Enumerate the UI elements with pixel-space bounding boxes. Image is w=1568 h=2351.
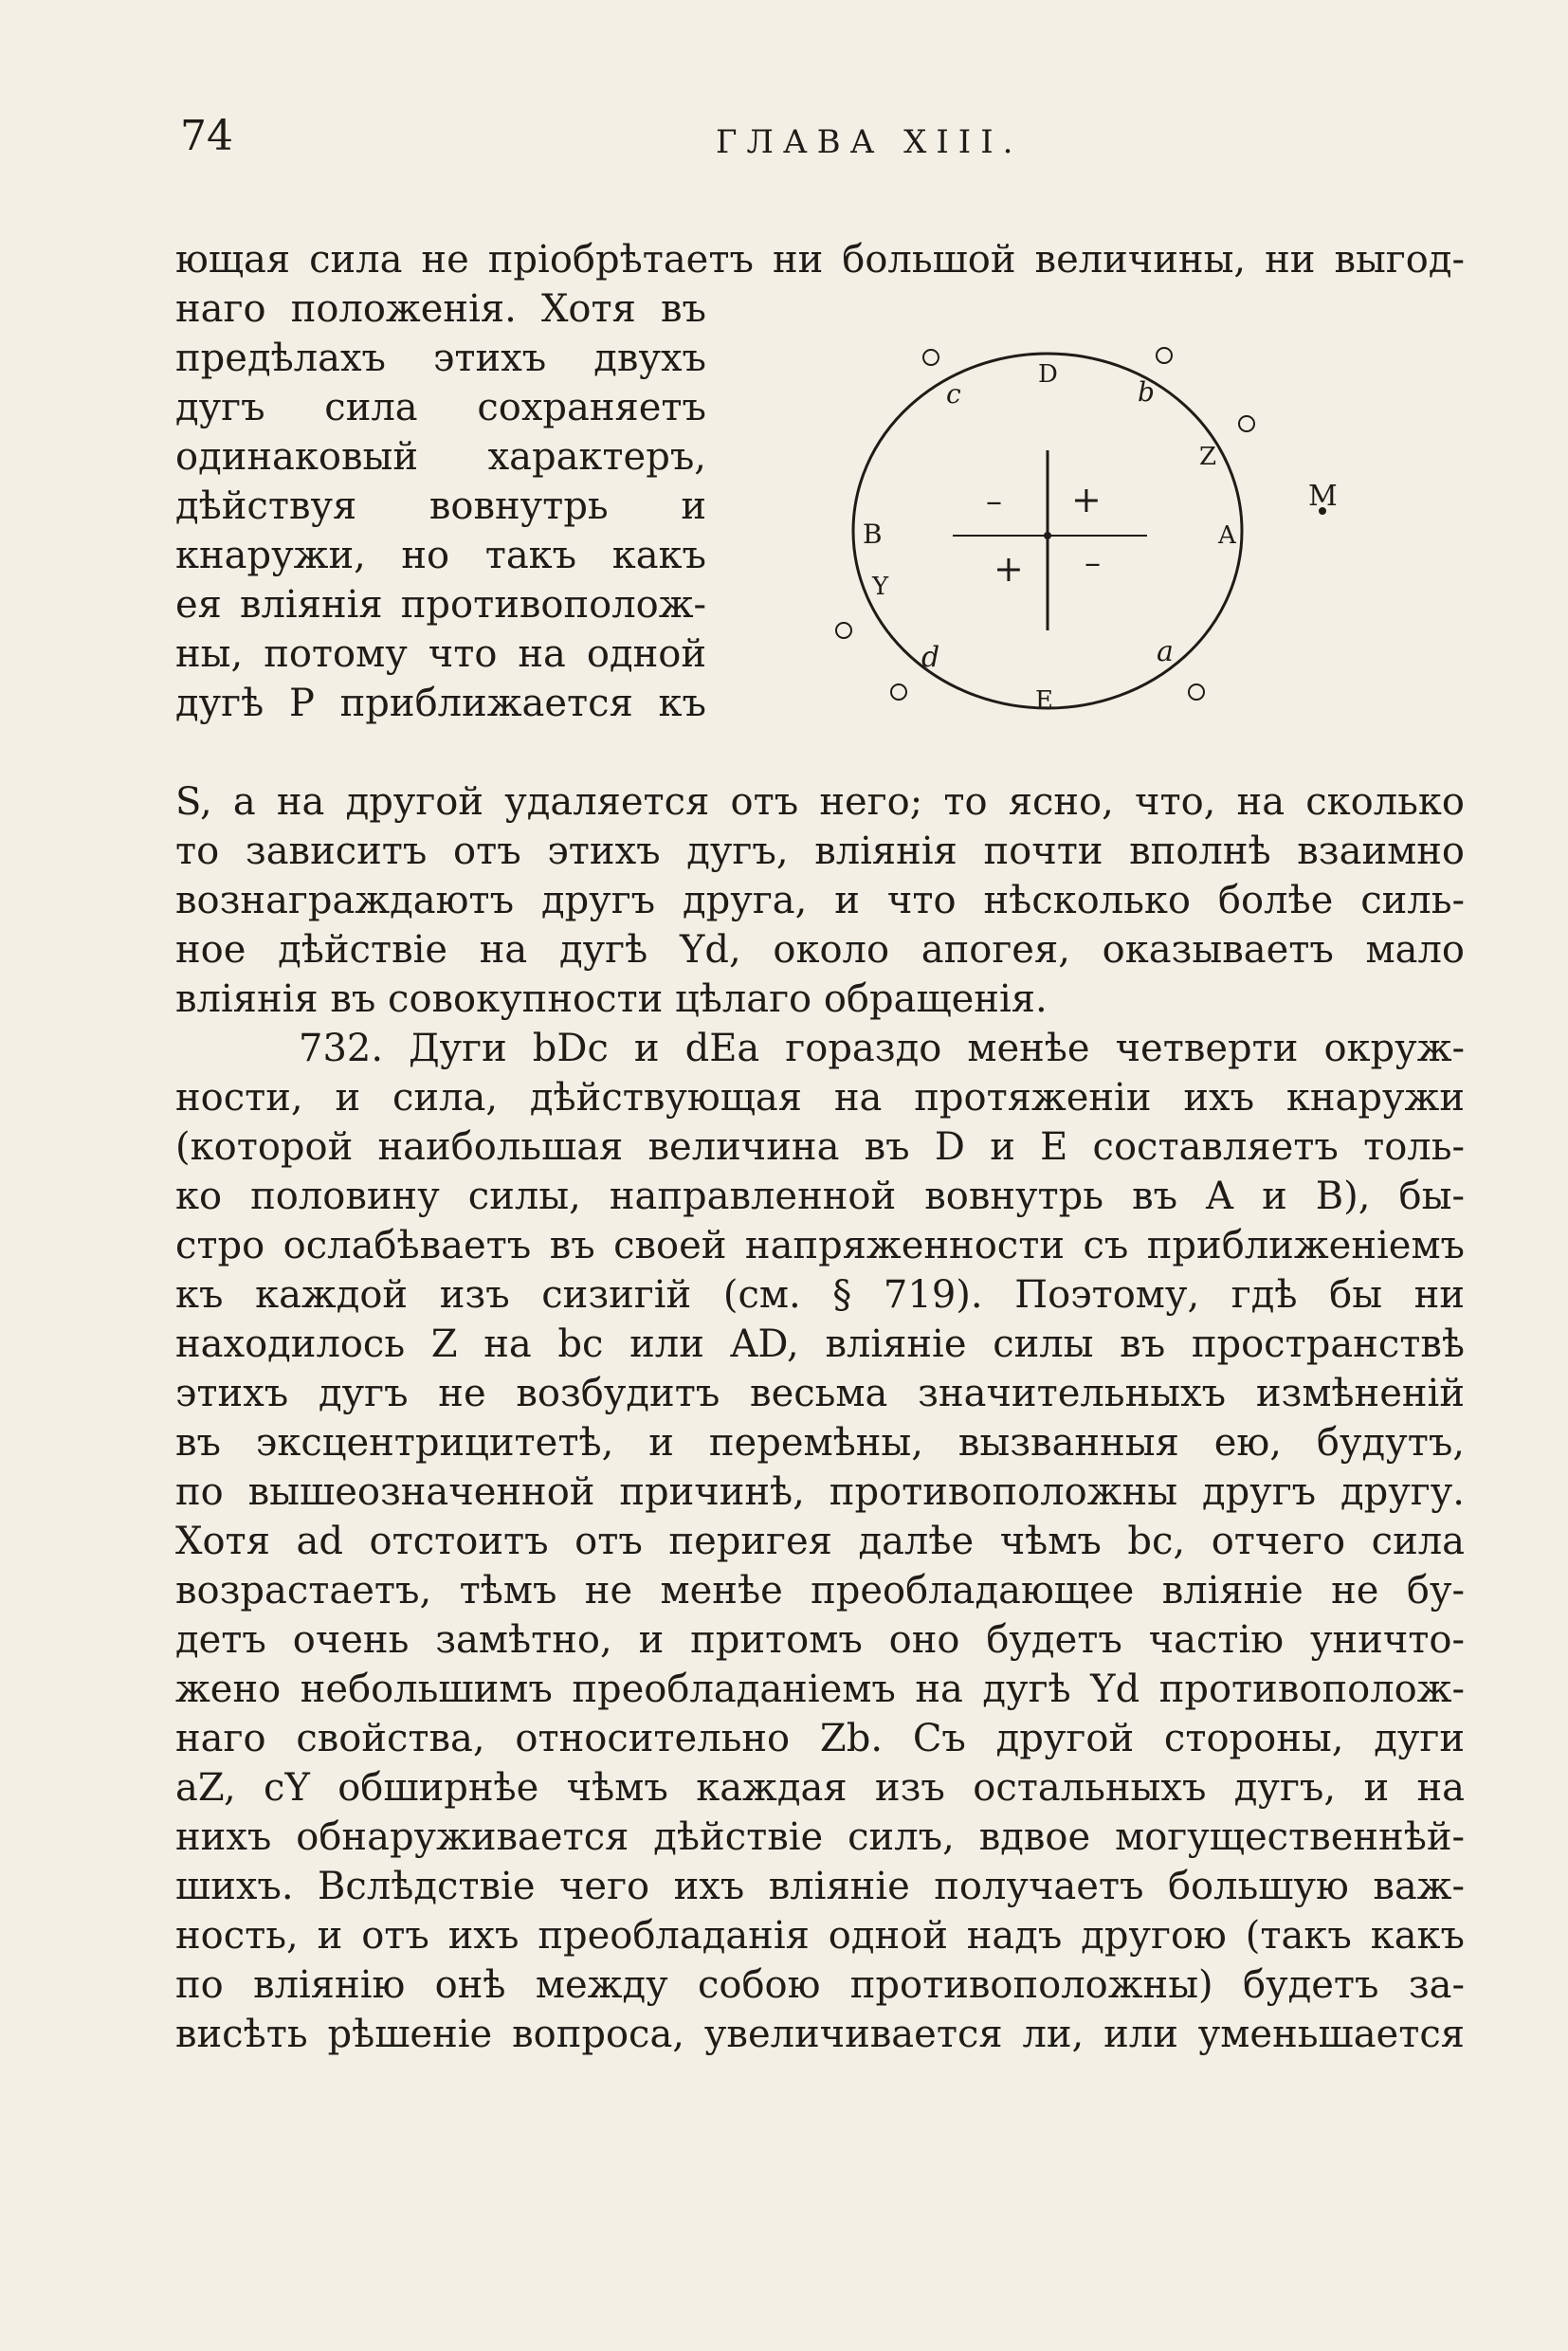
sign-minus-lower-right: – — [1085, 544, 1101, 582]
label-b: b — [1138, 376, 1155, 408]
label-Y: Y — [872, 573, 889, 601]
text-line: ны, потому что на одной — [175, 632, 706, 676]
text-line: ея вліянія противополож- — [175, 583, 706, 627]
text-line: находилось Z на bc или AD, вліяніе силы въ пространствѣ — [175, 1322, 1465, 1366]
label-A: A — [1218, 521, 1236, 550]
center-point — [1044, 532, 1051, 539]
text-line: (которой наибольшая величина въ D и E составляетъ толь- — [175, 1125, 1465, 1169]
sign-plus-lower-left: + — [994, 548, 1024, 590]
text-line: дугъ сила сохраняетъ — [175, 386, 706, 429]
text-line: ность, и отъ ихъ преобладанія одной надъ другою (такъ какъ — [175, 1914, 1465, 1958]
text-line: ное дѣйствіе на дугѣ Yd, около апогея, оказываетъ мало — [175, 928, 1465, 972]
text-line: шихъ. Вслѣдствіе чего ихъ вліяніе получаетъ большую важ- — [175, 1865, 1465, 1908]
text-line: дѣйствуя вовнутрь и — [175, 484, 706, 528]
text-line: къ каждой изъ сизигій (см. § 719). Поэтому, гдѣ бы ни — [175, 1273, 1465, 1317]
label-M: M — [1308, 480, 1338, 513]
text-line: вліянія въ совокупности цѣлаго обращенія. — [175, 977, 1048, 1021]
text-line: детъ очень замѣтно, и притомъ оно будетъ частію уничто- — [175, 1618, 1465, 1662]
label-B: B — [863, 519, 883, 550]
text-line: по вліянію онѣ между собою противоположны) будетъ за- — [175, 1963, 1465, 2007]
text-line: ющая сила не пріобрѣтаетъ ни большой величины, ни выгод- — [175, 238, 1465, 282]
text-line: то зависитъ отъ этихъ дугъ, вліянія почти вполнѣ взаимно — [175, 829, 1465, 873]
text-line: висѣть рѣшеніе вопроса, увеличивается ли, или уменьшается — [175, 2013, 1465, 2056]
marker-z — [1239, 416, 1254, 431]
text-line: одинаковый характеръ, — [175, 435, 706, 479]
text-line: наго свойства, относительно Zb. Съ другой стороны, дуги — [175, 1717, 1465, 1760]
page-header — [180, 112, 1469, 169]
label-d: d — [921, 641, 940, 674]
text-line: возрастаетъ, тѣмъ не менѣе преобладающее вліяніе не бу- — [175, 1569, 1465, 1613]
marker-d — [891, 684, 906, 700]
text-line: дугѣ P приближается къ — [175, 682, 706, 725]
page-number: 74 — [180, 112, 233, 160]
running-head: ГЛАВА XIII. — [716, 123, 1023, 161]
text-line: ности, и сила, дѣйствующая на протяженіи ихъ кнаружи — [175, 1076, 1465, 1120]
text-line: Хотя ad отстоитъ отъ перигея далѣе чѣмъ bc, отчего сила — [175, 1520, 1465, 1563]
text-line: нихъ обнаруживается дѣйствіе силъ, вдвое могущественнѣй- — [175, 1815, 1465, 1859]
label-D: D — [1038, 360, 1058, 389]
sign-plus-upper-right: + — [1071, 479, 1102, 520]
label-E: E — [1035, 686, 1053, 715]
text-line: въ эксцентрицитетѣ, и перемѣны, вызванныя ею, будутъ, — [175, 1421, 1465, 1465]
main-text — [175, 777, 1465, 2059]
label-c: c — [946, 378, 961, 410]
text-line: наго положенія. Хотя въ — [175, 287, 706, 331]
marker-y — [836, 623, 851, 638]
marker-b — [1157, 348, 1172, 363]
marker-a — [1189, 684, 1204, 700]
narrow-paragraph — [175, 284, 706, 728]
top-paragraph-line — [175, 235, 1465, 284]
text-line: ко половину силы, направленной вовнутрь въ A и B), бы- — [175, 1175, 1465, 1218]
sign-minus-upper-left: – — [986, 483, 1002, 520]
text-line: по вышеозначенной причинѣ, противоположны другъ другу. — [175, 1470, 1465, 1514]
text-line: жено небольшимъ преобладаніемъ на дугѣ Yd противополож- — [175, 1668, 1465, 1711]
marker-c — [923, 350, 939, 365]
label-a: a — [1157, 635, 1174, 668]
text-line: S, а на другой удаляется отъ него; то ясно, что, на сколько — [175, 780, 1465, 824]
text-line: кнаружи, но такъ какъ — [175, 534, 706, 577]
text-line: aZ, cY обширнѣе чѣмъ каждая изъ остальныхъ дугъ, и на — [175, 1766, 1465, 1810]
text-line: стро ослабѣваетъ въ своей напряженности съ приближеніемъ — [175, 1224, 1465, 1267]
section-732-start: 732. Дуги bDc и dEa гораздо менѣе четверти окруж- — [299, 1027, 1465, 1070]
text-line: этихъ дугъ не возбудитъ весьма значительныхъ измѣненій — [175, 1372, 1465, 1415]
orbit-diagram-svg — [815, 337, 1346, 735]
text-line: предѣлахъ этихъ двухъ — [175, 337, 706, 380]
orbit-diagram — [815, 337, 1346, 735]
text-line: вознаграждаютъ другъ друга, и что нѣсколько болѣе силь- — [175, 879, 1465, 922]
label-Z: Z — [1199, 443, 1217, 471]
